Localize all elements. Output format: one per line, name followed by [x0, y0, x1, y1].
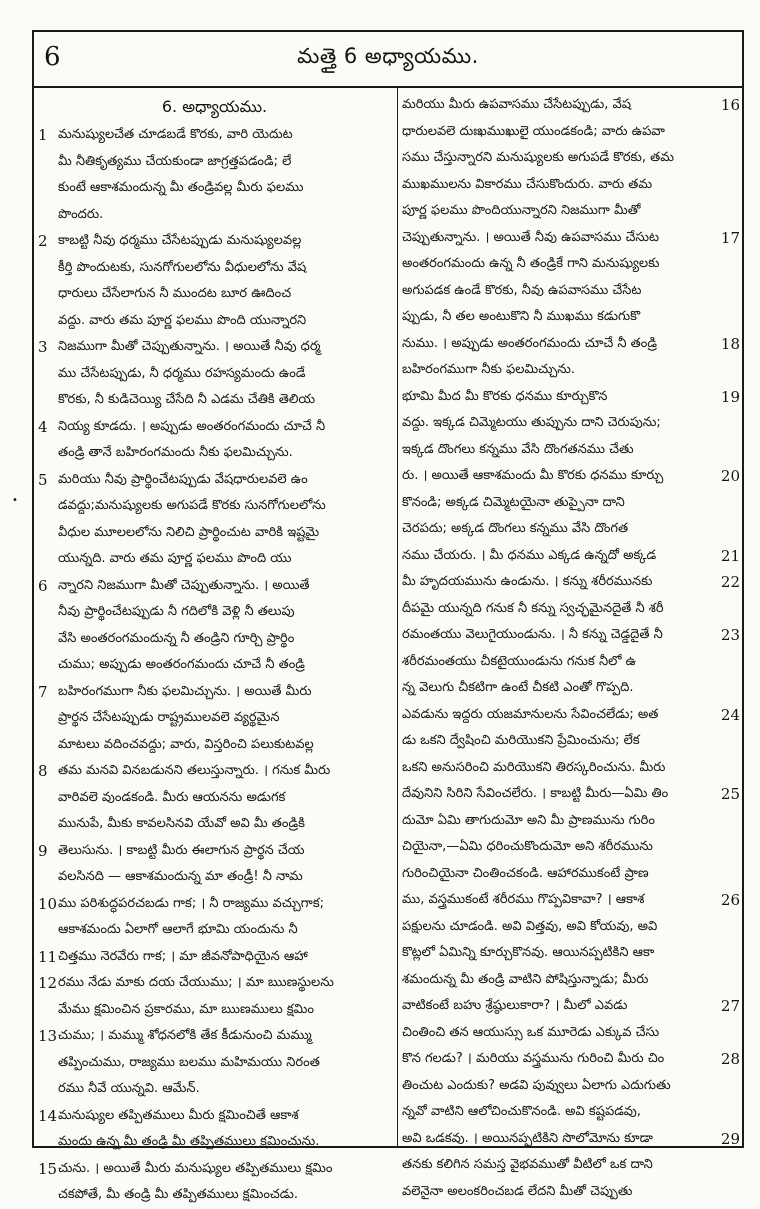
line-text: తండ్రి తానే బహిరంగమందు నీకు ఫలమిచ్చును. — [58, 445, 293, 460]
line-text: రు. । అయితే ఆకాశమందు మీ కొరకు ధనము కూర్చు — [402, 468, 664, 483]
line-text: తనకు కలిగిన సమస్త వైభవముతో వీటిలో ఒక దాని — [402, 1157, 653, 1172]
verse-number: 16 — [720, 96, 740, 114]
line-text: పక్షులను చూడండి. అవి విత్తవు, అవి కోయవు, అవి — [402, 918, 658, 934]
text-line — [36, 864, 393, 891]
text-line — [402, 1126, 740, 1153]
line-text: ప్పుడు, నీ తల అంటుకొని నీ ముఖము కడుగుకొ — [402, 309, 641, 324]
left-column — [36, 92, 393, 1202]
text-line — [36, 1156, 393, 1183]
text-line — [36, 149, 393, 176]
text-line — [402, 808, 740, 835]
verse-number: 17 — [720, 228, 740, 247]
text-line — [36, 1129, 393, 1156]
line-text: చియైనా,—ఏమి ధరించుకొందుమో అని శరీరమును — [402, 839, 653, 854]
text-line — [402, 384, 740, 411]
verse-number: 19 — [720, 387, 740, 406]
line-text: న్నారని నిజముగా మీతో చెప్పుతున్నాను. । అయితే — [58, 577, 310, 593]
verse-number: 26 — [720, 891, 740, 909]
line-text: నియ్య కూడదు. । అప్పుడు అంతరంగమందు చూచే నీ — [58, 418, 326, 434]
verse-number: 24 — [720, 705, 740, 724]
verse-number: 7 — [38, 682, 48, 701]
text-line — [36, 308, 393, 335]
text-line — [402, 331, 740, 358]
text-line — [36, 652, 393, 679]
line-text: భూమి మీద మీ కొరకు ధనము కూర్చుకొన — [402, 388, 608, 404]
text-line — [402, 675, 740, 702]
line-text: ముఖములను వికారము చేసుకొందురు. వారు తమ — [402, 176, 653, 192]
line-text: బహిరంగముగా నీకు ఫలమిచ్చును. — [402, 362, 576, 377]
text-line — [402, 463, 740, 490]
line-text: మరియు నీవు ప్రార్థించేటప్పుడు వేషధారులవలె ఉం — [58, 471, 308, 487]
scan-speck: • — [12, 495, 18, 506]
text-line — [36, 281, 393, 308]
verse-number: 29 — [720, 1129, 740, 1148]
verse-number: 28 — [720, 1050, 740, 1068]
line-text: రము నేడు మాకు దయ చేయుము; । మా ఋణస్థులను — [58, 975, 334, 990]
line-text: కొనండి; అక్కడ చిమ్మెటయైనా తుప్పైనా దాని — [402, 494, 625, 510]
line-text: ఇక్కడ దొంగలు కన్నము వేసి దొంగతనము చేతు — [402, 441, 634, 457]
text-line — [36, 122, 393, 149]
verse-number: 14 — [38, 1106, 58, 1125]
line-text: కొట్లలో ఏమిన్ని కూర్చుకొనవు. ఆయినప్పటికిని ఆకా — [402, 945, 655, 960]
line-text: మేము క్షమించిన ప్రకారము, మా ఋణములు క్షమిం — [58, 1001, 314, 1017]
running-title: మత్తై 6 అధ్యాయము. — [297, 44, 479, 68]
text-line — [402, 198, 740, 225]
line-text: నము చేయరు. । మీ ధనము ఎక్కడ ఉన్నదో అక్కడ — [402, 547, 657, 563]
text-line — [36, 599, 393, 626]
text-line — [36, 573, 393, 600]
text-line — [402, 516, 740, 543]
line-text: వాటికంటే బహు శ్రేష్ఠులుకారా? । మీలో ఎవడు — [402, 998, 628, 1013]
line-text: నిజముగా మీతో చెప్పుతున్నాను. । అయితే నీవు ధర్మ — [58, 339, 321, 354]
text-line — [36, 228, 393, 255]
text-line — [402, 569, 740, 596]
verse-number: 13 — [38, 1027, 58, 1045]
text-line — [36, 1023, 393, 1050]
line-text: మనుష్యులచేత చూడబడే కొరకు, వారి యెదుట — [58, 127, 293, 142]
text-line — [36, 467, 393, 494]
text-line — [402, 596, 740, 623]
text-line — [402, 278, 740, 305]
text-line — [402, 914, 740, 941]
text-line — [402, 225, 740, 252]
line-text: వలసినది — ఆకాశమందున్న మా తండ్రీ! నీ నామ — [58, 869, 303, 884]
text-line — [402, 251, 740, 278]
verse-number: 18 — [720, 334, 740, 353]
line-text: రము నీవే యున్నవి. ఆమేన్. — [58, 1081, 200, 1096]
text-line — [36, 970, 393, 997]
line-text: తప్పించుము, రాజ్యము బలము మహిమయు నిరంత — [58, 1054, 320, 1070]
line-text: కీర్తి పొందుటకు, సునగోగులలోను వీధులలోను వేష — [58, 259, 307, 275]
line-text: వారివలె వుండకండి. మీరు ఆయనను అడుగక — [58, 789, 286, 805]
verse-number: 25 — [720, 785, 740, 803]
text-line — [402, 410, 740, 437]
text-line — [36, 838, 393, 865]
line-text: కొన గలడు? । మరియు వస్త్రమును గురించి మీరు చిం — [402, 1051, 665, 1066]
verse-number: 23 — [720, 626, 740, 644]
text-line — [402, 649, 740, 676]
line-text: ఒకని అనుసరించి మరియొకని తిరస్కరించును. మీరు — [402, 759, 666, 775]
text-line — [402, 834, 740, 861]
text-line — [36, 546, 393, 573]
text-line — [402, 145, 740, 172]
text-line — [402, 940, 740, 967]
text-line — [402, 172, 740, 199]
text-line — [402, 728, 740, 755]
line-text: శమందున్న మీ తండ్రి వాటిని పోషిస్తున్నాడు; మీరు — [402, 971, 649, 987]
verse-number: 1 — [38, 126, 48, 144]
text-line — [36, 811, 393, 838]
text-line — [402, 1073, 740, 1100]
verse-number: 9 — [38, 841, 48, 860]
text-line — [36, 202, 393, 229]
verse-number: 10 — [38, 894, 58, 913]
line-text: చెరపదు; అక్కడ దొంగలు కన్నము వేసి దొంగత — [402, 521, 629, 536]
line-text: దేవునిని సిరిని సేవించలేరు. । కాబట్టి మీరు—ఏమి తిం — [402, 786, 669, 801]
line-text: వీధుల మూలలలోను నిలిచి ప్రార్థించుట వారికి ఇష్టమై — [58, 524, 320, 540]
line-text: దుమో ఏమి తాగుదుమో అని మీ ప్రాణమును గురిం — [402, 812, 655, 828]
text-line — [402, 622, 740, 649]
text-line — [402, 1020, 740, 1047]
chapter-heading: 6. అధ్యాయము. — [161, 97, 268, 116]
line-text: చును. । అయితే మీరు మనుష్యుల తప్పితములు క్షమిం — [58, 1160, 333, 1176]
verse-number: 15 — [38, 1159, 58, 1178]
line-text: సము చేస్తున్నారని మనుష్యులకు అగుపడే కొరకు, తమ — [402, 150, 674, 165]
line-text: వద్దు. వారు తమ పూర్ణ ఫలము పొంది యున్నారని — [58, 312, 307, 328]
verse-number: 2 — [38, 232, 48, 250]
column-divider — [397, 88, 398, 1148]
text-line — [402, 967, 740, 994]
text-line — [36, 997, 393, 1024]
page-number: 6 — [44, 42, 61, 72]
line-text: చెప్పుతున్నాను. । అయితే నీవు ఉపవాసము చేసుట — [402, 229, 660, 245]
line-text: పూర్ణ ఫలము పొందియున్నారని నిజముగా మీతో — [402, 203, 641, 218]
line-text: కాబట్టి నీవు ధర్మము చేసేటప్పుడు మనుష్యులవల్ల — [58, 233, 302, 248]
text-line — [36, 1050, 393, 1077]
text-line — [402, 1099, 740, 1126]
line-text: గురించియైనా చింతించకండి. ఆహారముకంటే ప్రాణ — [402, 865, 649, 881]
text-line — [36, 175, 393, 202]
verse-number: 20 — [720, 467, 740, 485]
line-text: కుంటే ఆకాశమందున్న మీ తండ్రివల్ల మీరు ఫలము — [58, 180, 304, 195]
line-text: చకపోతే, మీ తండ్రి మీ తప్పితములు క్షమించడు. — [58, 1187, 299, 1202]
line-text: చిత్తము నెరవేరు గాక; । మా జీవనోపాధియైన ఆహా — [58, 948, 308, 964]
text-line — [402, 1179, 740, 1206]
line-text: డవద్దు;మనుష్యులకు అగుపడే కొరకు సునగోగులలోను — [58, 498, 326, 513]
text-line — [402, 781, 740, 808]
verse-number: 8 — [38, 762, 48, 780]
text-line — [36, 626, 393, 653]
line-text: రమంతయు వెలుగైయుండును. । నీ కన్ను చెడ్డదైతే నీ — [402, 627, 663, 642]
line-text: న్నవో వాటిని ఆలోచించుకొనండి. అవి కష్టపడవు, — [402, 1104, 641, 1119]
text-line — [402, 357, 740, 384]
text-line — [402, 755, 740, 782]
text-line — [402, 543, 740, 570]
line-text: తించుట ఎందుకు? అడవి పువ్వులు ఏలాగు ఎదుగుతు — [402, 1077, 671, 1093]
line-text: వద్దు. ఇక్కడ చిమ్మెటయు తుప్పును దాని చెరుపును; — [402, 415, 661, 430]
text-line — [36, 732, 393, 759]
text-line — [36, 334, 393, 361]
line-text: యున్నది. వారు తమ పూర్ణ ఫలము పొంది యు — [58, 551, 292, 566]
text-line — [36, 785, 393, 812]
line-text: పొందరు. — [58, 206, 104, 222]
text-line — [36, 917, 393, 944]
line-text: అగుపడక ఉండే కొరకు, నీవు ఉపవాసము చేసేట — [402, 282, 642, 298]
right-column — [402, 92, 740, 1199]
verse-number: 3 — [38, 338, 48, 356]
text-line — [402, 119, 740, 146]
line-text: మాటలు వదించవద్దు; వారు, విస్తరించి పలుకుటవల్ల — [58, 736, 314, 752]
line-text: బహిరంగముగా నీకు ఫలమిచ్చును. । అయితే మీరు — [58, 683, 312, 699]
line-text: ఎవడును ఇద్దరు యజమానులను సేవించలేడు; అత — [402, 706, 659, 722]
text-line — [402, 92, 740, 119]
text-line — [402, 304, 740, 331]
line-text: మందు ఉన్న మీ తండ్రి మీ తప్పితములు క్షమించును. — [58, 1134, 320, 1149]
text-line — [36, 255, 393, 282]
line-text: ధారులు చేసేలాగున నీ ముందట బూర ఊదించ — [58, 286, 292, 301]
text-line — [36, 679, 393, 706]
verse-number: 5 — [38, 470, 48, 489]
line-text: మీ నీతికృత్యము చేయకుండా జాగ్రత్తపడండి; లే — [58, 153, 292, 169]
line-text: మనుష్యుల తప్పితములు మీరు క్షమించితే ఆకాశ — [58, 1107, 299, 1123]
line-text: మరియు మీరు ఉపవాసము చేసేటప్పుడు, వేష — [402, 97, 631, 112]
line-text: శరీరమంతయు చీకటైయుండును గనుక నీలో ఉ — [402, 653, 636, 669]
text-line — [36, 440, 393, 467]
verse-number: 12 — [38, 974, 58, 992]
page-header — [32, 30, 744, 88]
text-line — [36, 493, 393, 520]
text-line — [36, 891, 393, 918]
verse-number: 11 — [38, 947, 58, 966]
line-text: డు ఒకని ద్వేషించి మరియొకని ప్రేమించును; లేక — [402, 733, 640, 748]
text-line — [36, 414, 393, 441]
line-text: అవి ఒడకవు. । అయినప్పటికిని సొలోమోను కూడా — [402, 1130, 653, 1146]
line-text: ము చేసేటప్పుడు, నీ ధర్మము రహస్యమందు ఉండే — [58, 365, 306, 381]
text-line — [402, 702, 740, 729]
text-line — [36, 758, 393, 785]
line-text: నుము. । అప్పుడు అంతరంగమందు చూచే నీ తండ్రి — [402, 335, 657, 351]
line-text: ఆకాశమందు ఏలాగో ఆలాగే భూమి యందును నీ — [58, 922, 298, 937]
verse-number: 27 — [720, 997, 740, 1015]
text-line — [36, 705, 393, 732]
text-line — [36, 944, 393, 971]
verse-number: 22 — [720, 573, 740, 591]
verse-number: 4 — [38, 417, 48, 436]
text-line — [36, 520, 393, 547]
line-text: తమ మనవి వినబడునని తలుస్తున్నారు. । గనుక మీరు — [58, 763, 331, 778]
text-line — [36, 361, 393, 388]
line-text: ధారులవలె దుఃఖముఖులై యుండకండి; వారు ఉపవా — [402, 123, 665, 139]
line-text: వలెనైనా అలంకరించబడ లేదని మీతో చెప్పుతు — [402, 1183, 633, 1199]
line-text: న్న వెలుగు చీకటిగా ఉంటే చీకటి ఎంతో గొప్పది. — [402, 680, 634, 695]
text-line — [402, 490, 740, 517]
text-line — [402, 1046, 740, 1073]
line-text: తెలుసును. । కాబట్టి మీరు ఈలాగున ప్రార్థన చేయ — [58, 842, 305, 858]
verse-number: 21 — [720, 546, 740, 565]
line-text: మీ హృదయమును ఉండును. । కన్ను శరీరమునకు — [402, 574, 653, 589]
text-line — [36, 387, 393, 414]
line-text: ప్రార్థన చేసేటప్పుడు రాష్ట్రములవలె వ్యర్థమైన — [58, 710, 280, 725]
text-line — [402, 437, 740, 464]
line-text: కొరకు, నీ కుడిచెయ్యి చేసేది నీ ఎడమ చేతికి తెలియ — [58, 392, 316, 407]
line-text: ము పరిశుద్ధపరచబడు గాక; । నీ రాజ్యము వచ్చుగాక; — [58, 895, 325, 911]
verse-number: 6 — [38, 576, 48, 595]
text-line — [36, 1076, 393, 1103]
text-line — [402, 993, 740, 1020]
line-text: చింతించి తన ఆయుస్సు ఒక మూరెడు ఎక్కువ చేసు — [402, 1024, 660, 1040]
text-line — [402, 861, 740, 888]
text-line — [36, 1182, 393, 1209]
line-text: వేసి అంతరంగమందున్న నీ తండ్రిని గూర్చి ప్రార్థిం — [58, 630, 295, 646]
line-text: నీవు ప్రార్థించేటప్పుడు నీ గదిలోకి వెళ్లి నీ తలుపు — [58, 604, 295, 619]
text-line — [402, 887, 740, 914]
text-line — [402, 1152, 740, 1179]
line-text: అంతరంగమందు ఉన్న నీ తండ్రికే గాని మనుష్యులకు — [402, 256, 660, 271]
line-text: చుము; అప్పుడు అంతరంగమందు చూచే నీ తండ్రి — [58, 657, 305, 672]
line-text: చుము; । మమ్ము శోధనలోకి తేక కీడునుంచి మమ్ము — [58, 1028, 312, 1043]
text-line — [36, 1103, 393, 1130]
line-text: ము, వస్త్రముకంటే శరీరము గొప్పవికావా? । ఆకాశ — [402, 892, 645, 907]
line-text: దీపమై యున్నది గనుక నీ కన్ను స్వచ్ఛమైనదైతే నీ శరీ — [402, 600, 664, 616]
line-text: మునుపే, మీకు కావలసినవి యేవో అవి మీ తండ్రికి — [58, 816, 305, 831]
